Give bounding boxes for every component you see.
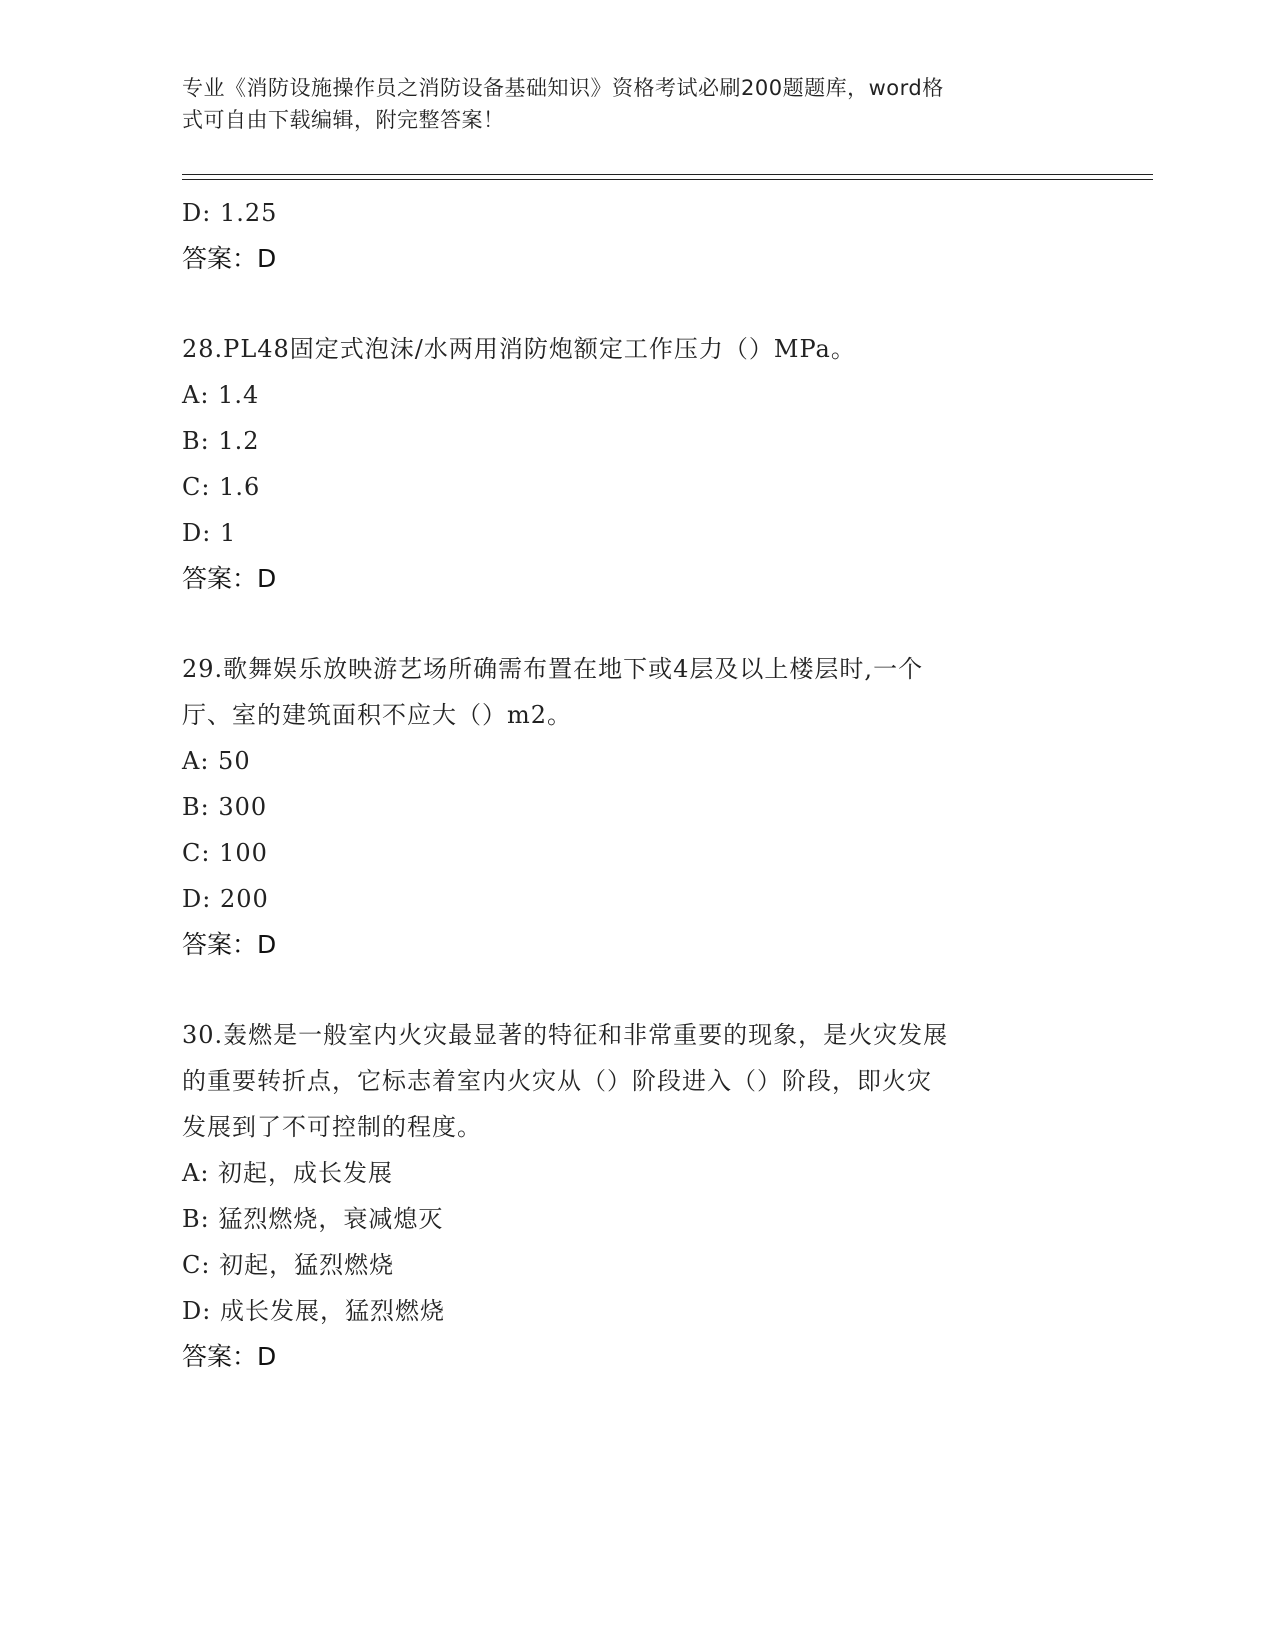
option-c: C: 1.6 <box>182 473 261 501</box>
spacer <box>182 282 1082 326</box>
prev-answer: 答案：D <box>182 244 277 273</box>
option-a: A: 50 <box>182 747 251 775</box>
header-divider-top <box>182 174 1153 175</box>
header-line-2: 式可自由下载编辑，附完整答案！ <box>182 108 505 132</box>
option-b: B: 猛烈燃烧，衰减熄灭 <box>182 1205 444 1233</box>
question-29 <box>182 646 1082 968</box>
option-c: C: 100 <box>182 839 268 867</box>
answer: 答案：D <box>182 930 277 959</box>
document-header <box>182 72 1062 136</box>
option-d: D: 成长发展，猛烈燃烧 <box>182 1297 445 1325</box>
question-stem-line: 的重要转折点，它标志着室内火灾从（）阶段进入（）阶段，即火灾 <box>182 1067 932 1095</box>
prev-option-d: D: 1.25 <box>182 199 278 227</box>
question-stem-line: 厅、室的建筑面积不应大（）m2。 <box>182 701 573 729</box>
header-divider-bottom <box>182 179 1153 180</box>
spacer <box>182 602 1082 646</box>
option-b: B: 300 <box>182 793 268 821</box>
option-b: B: 1.2 <box>182 427 260 455</box>
answer: 答案：D <box>182 564 277 593</box>
option-a: A: 1.4 <box>182 381 260 409</box>
question-28 <box>182 326 1082 602</box>
option-d: D: 200 <box>182 885 269 913</box>
question-30 <box>182 1012 1082 1380</box>
option-c: C: 初起，猛烈燃烧 <box>182 1251 395 1279</box>
option-d: D: 1 <box>182 519 237 547</box>
question-stem-line: 29.歌舞娱乐放映游艺场所确需布置在地下或4层及以上楼层时,一个 <box>182 655 924 683</box>
option-a: A: 初起，成长发展 <box>182 1159 394 1187</box>
header-line-1: 专业《消防设施操作员之消防设备基础知识》资格考试必刷200题题库，word格 <box>182 76 944 100</box>
question-stem-line: 30.轰燃是一般室内火灾最显著的特征和非常重要的现象，是火灾发展 <box>182 1021 949 1049</box>
spacer <box>182 968 1082 1012</box>
question-stem-line: 发展到了不可控制的程度。 <box>182 1113 482 1141</box>
document-body <box>182 190 1082 1380</box>
answer: 答案：D <box>182 1342 277 1371</box>
question-stem-line: 28.PL48固定式泡沫/水两用消防炮额定工作压力（）MPa。 <box>182 335 856 363</box>
